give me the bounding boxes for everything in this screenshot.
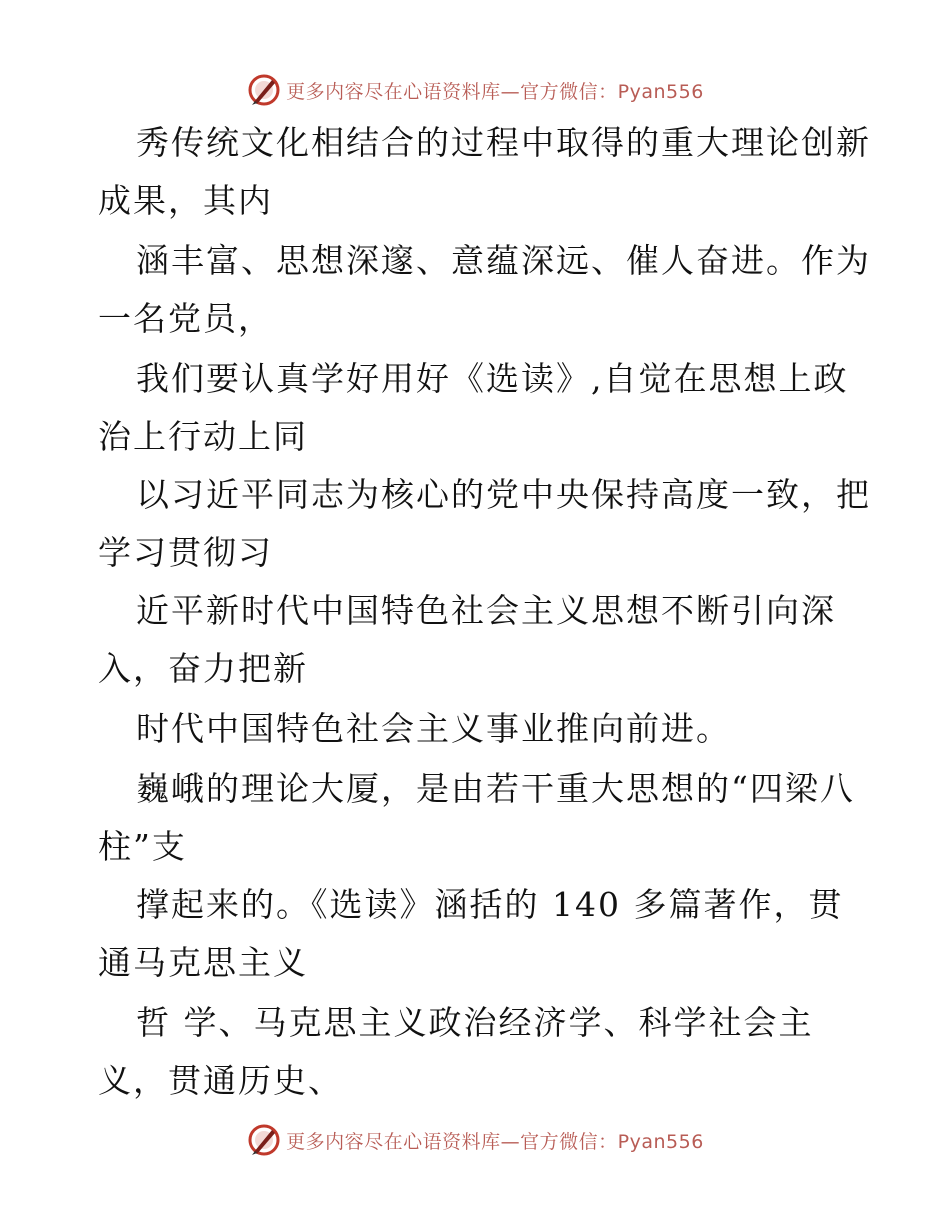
body-line: 时代中国特色社会主义事业推向前进。 [136, 709, 731, 748]
body-line: 柱”支 [98, 827, 187, 866]
body-line: 通马克思主义 [98, 943, 308, 982]
header-banner-text: 更多内容尽在心语资料库—官方微信：Pyan556 [286, 80, 704, 103]
body-line: 哲 学、马克思主义政治经济学、科学社会主 [136, 1003, 814, 1042]
body-line: 秀传统文化相结合的过程中取得的重大理论创新 [136, 123, 871, 162]
footer-banner-text: 更多内容尽在心语资料库—官方微信：Pyan556 [286, 1130, 704, 1153]
body-line: 以习近平同志为核心的党中央保持高度一致，把 [136, 475, 871, 514]
quill-seal-icon [246, 72, 282, 108]
body-line: 义，贯通历史、 [98, 1061, 343, 1100]
body-line: 治上行动上同 [98, 417, 308, 456]
body-line: 撑起来的。《选读》涵括的 140 多篇著作，贯 [136, 885, 844, 924]
body-line: 一名党员， [98, 299, 273, 338]
footer-banner [0, 1120, 950, 1160]
body-line: 近平新时代中国特色社会主义思想不断引向深 [136, 591, 836, 630]
body-line: 巍峨的理论大厦，是由若干重大思想的“四梁八 [136, 769, 855, 808]
quill-seal-icon [246, 1122, 282, 1158]
body-line: 涵丰富、思想深邃、意蕴深远、催人奋进。作为 [136, 241, 871, 280]
body-line: 学习贯彻习 [98, 533, 273, 572]
body-line: 入，奋力把新 [98, 649, 308, 688]
body-line: 成果，其内 [98, 181, 273, 220]
body-line: 我们要认真学好用好《选读》,自觉在思想上政 [136, 359, 849, 398]
header-banner [0, 70, 950, 110]
